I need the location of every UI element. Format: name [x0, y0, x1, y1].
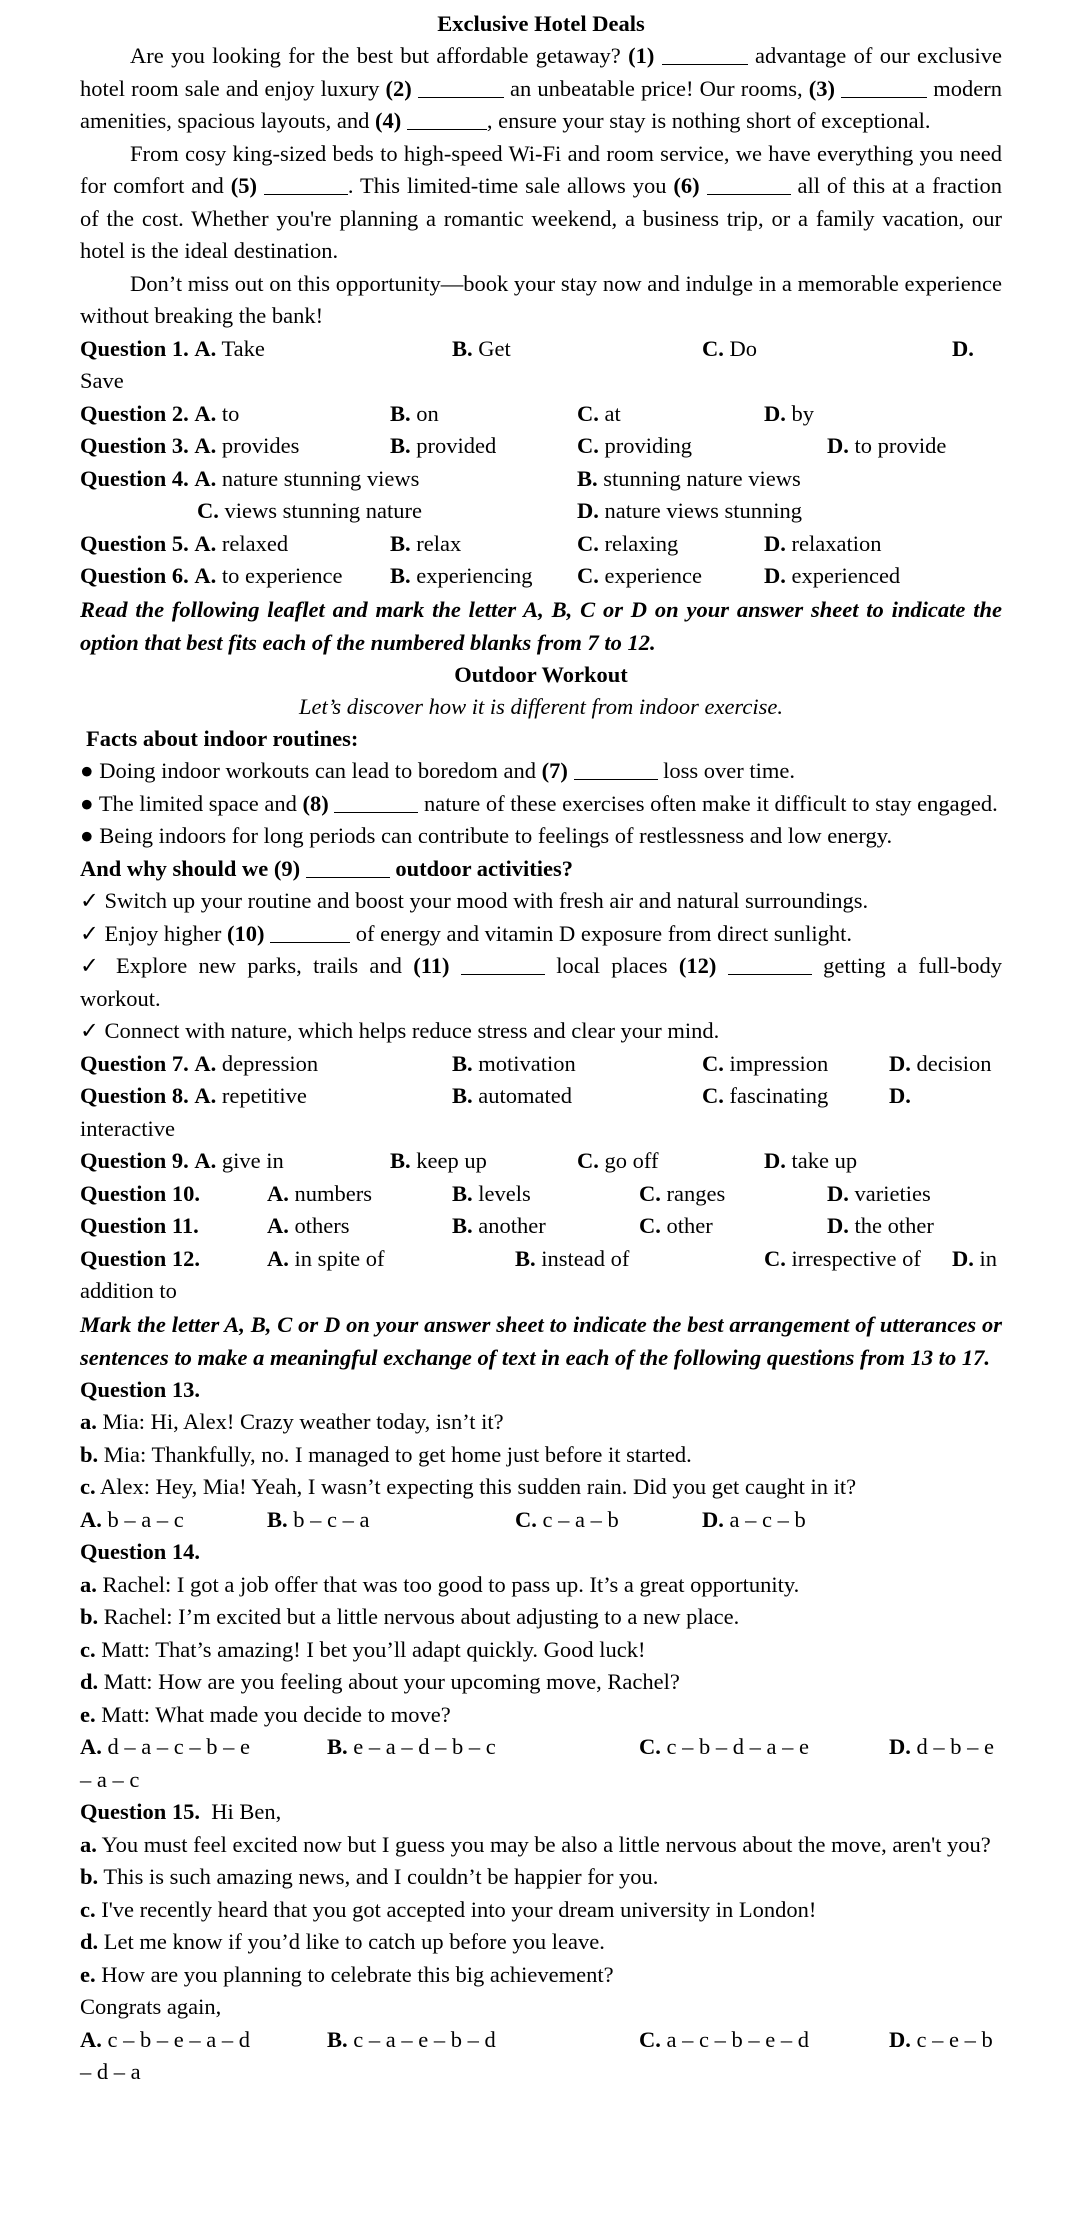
line-key: b.	[80, 1864, 99, 1889]
option-d[interactable]: the other	[854, 1213, 934, 1238]
option-letter: C.	[639, 1213, 661, 1238]
blank-line	[306, 859, 390, 878]
line-text: Mia: Thankfully, no. I managed to get home just before it started.	[103, 1441, 692, 1467]
question-label: Question 9.	[80, 1148, 189, 1173]
question-12-wrap	[80, 1275, 1002, 1308]
option-d[interactable]: d – b – e	[916, 1734, 994, 1759]
blank-line	[662, 46, 748, 65]
option-letter: D.	[577, 498, 599, 523]
passage-paragraph-2	[80, 138, 1002, 268]
q15-line-b	[80, 1861, 1002, 1894]
option-c[interactable]: c – b – d – a – e	[666, 1734, 809, 1759]
option-b[interactable]: another	[478, 1213, 546, 1238]
option-letter: B.	[452, 1213, 473, 1238]
blank-line	[334, 794, 418, 813]
text: advantage of our exclusive hotel room sale and enjoy luxury	[80, 43, 1003, 101]
blank-line	[407, 111, 487, 130]
question-13-options	[80, 1504, 1002, 1537]
line-key: a.	[80, 1571, 97, 1597]
option-b[interactable]: stunning nature views	[603, 465, 801, 491]
check-icon: ✓	[80, 888, 99, 913]
passage-title: Exclusive Hotel Deals	[437, 11, 645, 36]
text: Connect with nature, which helps reduce stress and clear your mind.	[104, 1018, 720, 1043]
question-13-label: Question 13.	[80, 1376, 201, 1402]
option-a[interactable]: repetitive	[221, 1083, 307, 1108]
option-d-continued[interactable]: – d – a	[80, 2059, 141, 2084]
option-letter: D.	[764, 1148, 786, 1173]
option-c[interactable]: Do	[729, 335, 757, 361]
option-d[interactable]: nature views stunning	[604, 498, 802, 523]
option-letter: C.	[639, 1734, 661, 1759]
option-letter: D.	[764, 563, 786, 588]
option-letter: A.	[194, 433, 217, 458]
question-label: Question 8.	[80, 1083, 189, 1108]
blank-line	[841, 79, 927, 98]
option-letter: A.	[194, 400, 217, 426]
question-4	[80, 463, 1002, 496]
blank-number: (6)	[673, 173, 700, 198]
option-letter: A.	[80, 1506, 102, 1532]
option-b[interactable]: e – a – d – b – c	[353, 1734, 496, 1759]
option-letter: C.	[702, 335, 724, 361]
option-letter: C.	[577, 400, 599, 426]
check-icon: ✓	[80, 920, 99, 946]
option-c[interactable]: views stunning nature	[224, 498, 422, 523]
option-letter: D.	[764, 400, 786, 426]
blank-number: (9)	[273, 855, 301, 881]
option-d[interactable]: Save	[80, 368, 124, 393]
option-b[interactable]: keep up	[416, 1148, 487, 1173]
blank-number: (4)	[374, 108, 402, 133]
option-letter: C.	[764, 1245, 786, 1271]
question-7	[80, 1048, 1002, 1081]
option-letter: C.	[577, 433, 599, 458]
text: local places	[544, 953, 679, 978]
option-c[interactable]: providing	[604, 433, 692, 458]
line-text: How are you planning to celebrate this big achievement?	[101, 1961, 614, 1987]
question-label: Question 5.	[80, 530, 189, 556]
blank-line	[728, 956, 812, 975]
option-letter: C.	[197, 498, 219, 523]
option-b[interactable]: experiencing	[416, 563, 533, 588]
option-c[interactable]: fascinating	[729, 1083, 829, 1108]
option-letter: B.	[390, 400, 411, 426]
bullet-icon: ●	[80, 823, 94, 848]
q15-line-c	[80, 1894, 1002, 1927]
line-key: c.	[80, 1896, 96, 1922]
text: nature of these exercises often make it difficult to stay engaged.	[418, 790, 998, 816]
option-d[interactable]: in	[979, 1245, 998, 1271]
option-letter: D.	[889, 1734, 911, 1759]
blank-number: (5)	[230, 173, 257, 198]
option-letter: B.	[390, 1148, 411, 1173]
line-key: a.	[80, 1831, 97, 1857]
option-letter: C.	[702, 1050, 724, 1076]
option-letter: B.	[452, 1083, 473, 1108]
option-letter: B.	[452, 1180, 473, 1206]
question-9	[80, 1145, 1002, 1178]
option-letter: C.	[577, 1148, 599, 1173]
blank-line	[264, 176, 348, 195]
option-letter: B.	[390, 530, 411, 556]
option-letter: D.	[952, 335, 974, 361]
bullet-icon: ●	[80, 790, 94, 816]
blank-number: (8)	[302, 790, 329, 816]
option-d[interactable]: experienced	[791, 563, 901, 588]
blank-number: (2)	[385, 75, 412, 101]
option-letter: A.	[194, 335, 217, 361]
option-letter: B.	[267, 1506, 288, 1532]
text: Switch up your routine and boost your mood with fresh air and natural surroundings.	[104, 888, 869, 913]
benefit-1	[80, 885, 1002, 918]
question-6	[80, 560, 1002, 593]
text: Explore new parks, trails and	[115, 953, 414, 978]
question-label: Question 3.	[80, 433, 189, 458]
option-d[interactable]: c – e – b	[916, 2026, 993, 2052]
q14-line-d	[80, 1666, 1002, 1699]
text: Being indoors for long periods can contribute to feelings of restlessness and low energy.	[99, 823, 893, 848]
option-letter: C.	[639, 2026, 661, 2052]
option-c[interactable]: experience	[604, 563, 702, 588]
option-letter: C.	[515, 1506, 537, 1532]
check-icon: ✓	[80, 1018, 99, 1043]
option-c[interactable]: other	[666, 1213, 713, 1238]
option-b[interactable]: automated	[478, 1083, 572, 1108]
option-letter: D.	[889, 1050, 911, 1076]
option-d[interactable]: a – c – b	[729, 1506, 806, 1532]
option-letter: D.	[764, 530, 786, 556]
option-letter: A.	[194, 1148, 217, 1173]
blank-number: (10)	[226, 920, 265, 946]
question-label: Question 11.	[80, 1213, 199, 1238]
option-letter: A.	[80, 2026, 102, 2052]
option-d[interactable]: decision	[916, 1050, 992, 1076]
option-letter: A.	[267, 1180, 289, 1206]
text: Enjoy higher	[104, 920, 227, 946]
option-b[interactable]: relax	[416, 530, 462, 556]
check-icon: ✓	[80, 953, 105, 978]
option-a[interactable]: give in	[221, 1148, 284, 1173]
option-letter: C.	[702, 1083, 724, 1108]
blank-line	[574, 761, 658, 780]
leaflet-subtitle: Let’s discover how it is different from indoor exercise.	[299, 693, 783, 719]
blank-number: (1)	[628, 43, 655, 68]
q14-line-e	[80, 1699, 1002, 1732]
q15-line-e	[80, 1959, 1002, 1992]
option-d-continued[interactable]: – a – c	[80, 1766, 140, 1792]
blank-line	[270, 924, 350, 943]
line-text: Rachel: I got a job offer that was too good to pass up. It’s a great opportunity.	[102, 1571, 800, 1597]
question-10	[80, 1178, 1002, 1211]
question-15-options	[80, 2024, 1002, 2057]
option-a[interactable]: relaxed	[221, 530, 289, 556]
option-b[interactable]: on	[416, 400, 439, 426]
option-b[interactable]: b – c – a	[293, 1506, 370, 1532]
question-12	[80, 1243, 1002, 1276]
option-c[interactable]: relaxing	[604, 530, 679, 556]
q15-line-d	[80, 1926, 1002, 1959]
line-key: b.	[80, 1604, 99, 1629]
option-letter: D.	[952, 1245, 974, 1271]
option-a[interactable]: others	[294, 1213, 350, 1238]
option-c[interactable]: impression	[729, 1050, 829, 1076]
option-letter: A.	[194, 1050, 217, 1076]
option-a[interactable]: in spite of	[294, 1245, 385, 1271]
option-letter: C.	[577, 563, 599, 588]
text: of energy and vitamin D exposure from direct sunlight.	[350, 920, 853, 946]
option-b[interactable]: provided	[416, 433, 497, 458]
question-label: Question 7.	[80, 1050, 189, 1076]
text: Are you looking for the best but affordable getaway?	[130, 43, 629, 68]
question-14-label: Question 14.	[80, 1539, 201, 1564]
q14-line-b	[80, 1601, 1002, 1634]
option-d[interactable]: interactive	[80, 1115, 175, 1141]
line-key: e.	[80, 1961, 96, 1987]
text: getting a full-body workout.	[80, 953, 1003, 1011]
text: The limited space and	[98, 790, 303, 816]
why-heading	[80, 853, 1002, 886]
question-5	[80, 528, 1002, 561]
fact-1	[80, 755, 1002, 788]
option-letter: A.	[194, 1083, 217, 1108]
option-letter: D.	[889, 2026, 911, 2052]
question-14-wrap	[80, 1764, 1002, 1797]
q13-line-a	[80, 1406, 1002, 1439]
option-letter: B.	[390, 433, 411, 458]
option-a[interactable]: b – a – c	[107, 1506, 184, 1532]
option-b[interactable]: instead of	[541, 1245, 630, 1271]
question-8	[80, 1080, 1002, 1113]
q13-line-b	[80, 1439, 1002, 1472]
option-a[interactable]: to	[221, 400, 240, 426]
line-text: Mia: Hi, Alex! Crazy weather today, isn’t it?	[102, 1409, 504, 1434]
q15-line-a	[80, 1829, 1002, 1862]
option-letter: C.	[577, 530, 599, 556]
blank-number: (12)	[678, 953, 717, 978]
option-letter: B.	[452, 1050, 473, 1076]
fact-3	[80, 820, 1002, 853]
line-key: c.	[80, 1636, 96, 1662]
question-1-wrap	[80, 365, 1002, 398]
option-b[interactable]: levels	[478, 1180, 531, 1206]
blank-line	[461, 956, 545, 975]
option-a[interactable]: depression	[221, 1050, 319, 1076]
option-a[interactable]: nature stunning views	[221, 465, 420, 491]
option-letter: B.	[515, 1245, 536, 1271]
question-label: Question 4.	[80, 465, 189, 491]
instruction-leaflet: Read the following leaflet and mark the letter A, B, C or D on your answer sheet to indicate the option that best fits each of the numbered blanks from 7 to 12.	[80, 596, 1002, 655]
question-1	[80, 333, 1002, 366]
line-key: c.	[80, 1474, 96, 1499]
line-text: Matt: What made you decide to move?	[101, 1701, 451, 1727]
option-letter: B.	[390, 563, 411, 588]
q14-line-a	[80, 1569, 1002, 1602]
question-15-wrap	[80, 2056, 1002, 2089]
fact-2	[80, 788, 1002, 821]
option-letter: A.	[80, 1734, 102, 1759]
q13-line-c	[80, 1471, 1002, 1504]
option-letter: D.	[827, 1180, 849, 1206]
line-key: e.	[80, 1701, 96, 1727]
option-d-continued[interactable]: addition to	[80, 1278, 177, 1303]
benefit-4	[80, 1015, 1002, 1048]
q14-line-c	[80, 1634, 1002, 1667]
question-11	[80, 1210, 1002, 1243]
line-key: b.	[80, 1441, 99, 1467]
text: Doing indoor workouts can lead to boredom and	[99, 758, 542, 783]
option-letter: C.	[639, 1180, 661, 1206]
question-14-options	[80, 1731, 1002, 1764]
text: an unbeatable price! Our rooms,	[503, 75, 809, 101]
bullet-icon: ●	[80, 758, 94, 783]
line-text: I've recently heard that you got accepted into your dream university in London!	[101, 1896, 817, 1922]
option-a[interactable]: to experience	[221, 563, 343, 588]
text: , ensure your stay is nothing short of exceptional.	[486, 108, 931, 133]
question-label: Question 1.	[80, 335, 189, 361]
option-d[interactable]: relaxation	[791, 530, 882, 556]
benefit-3	[80, 950, 1002, 1015]
option-d[interactable]: to provide	[854, 433, 947, 458]
text: outdoor activities?	[389, 855, 574, 881]
blank-number: (3)	[808, 75, 835, 101]
text: From cosy king-sized beds to high-speed Wi-Fi and room service, we have everything you need for comfort and	[80, 140, 1002, 198]
q15-closing: Congrats again,	[80, 1994, 222, 2019]
greeting: Hi Ben,	[211, 1799, 282, 1824]
option-letter: A.	[267, 1245, 289, 1271]
question-label: Question 6.	[80, 563, 189, 588]
option-letter: A.	[267, 1213, 289, 1238]
benefit-2	[80, 918, 1002, 951]
line-key: a.	[80, 1409, 97, 1434]
option-c[interactable]: ranges	[666, 1180, 726, 1206]
question-label: Question 15.	[80, 1799, 201, 1824]
option-letter: D.	[889, 1083, 911, 1108]
option-b[interactable]: c – a – e – b – d	[353, 2026, 496, 2052]
line-text: Rachel: I’m excited but a little nervous about adjusting to a new place.	[103, 1604, 740, 1629]
line-text: Matt: How are you feeling about your upcoming move, Rachel?	[103, 1669, 680, 1694]
option-c[interactable]: irrespective of	[791, 1245, 921, 1271]
option-letter: A.	[194, 563, 217, 588]
question-8-wrap	[80, 1113, 1002, 1146]
text: loss over time.	[657, 758, 795, 783]
blank-line	[418, 79, 504, 98]
question-2	[80, 398, 1002, 431]
option-letter: A.	[194, 465, 217, 491]
line-text: Alex: Hey, Mia! Yeah, I wasn’t expecting this sudden rain. Did you get caught in it?	[100, 1474, 857, 1499]
option-a[interactable]: d – a – c – b – e	[107, 1734, 250, 1759]
passage-paragraph-3: Don’t miss out on this opportunity—book your stay now and indulge in a memorable experience without breaking the bank!	[80, 270, 1002, 328]
instruction-arrangement: Mark the letter A, B, C or D on your answer sheet to indicate the best arrangement of utterances or sentences to make a meaningful exchange of text in each of the following questions from 13 to 17.	[80, 1311, 1002, 1370]
option-b[interactable]: Get	[478, 335, 511, 361]
option-letter: A.	[194, 530, 217, 556]
line-key: d.	[80, 1669, 99, 1694]
option-c[interactable]: at	[604, 400, 621, 426]
passage-paragraph-1	[80, 40, 1002, 138]
option-d[interactable]: take up	[791, 1148, 858, 1173]
blank-number: (7)	[541, 758, 568, 783]
option-b[interactable]: motivation	[478, 1050, 576, 1076]
option-a[interactable]: c – b – e – a – d	[107, 2026, 250, 2052]
line-text: This is such amazing news, and I couldn’t be happier for you.	[103, 1864, 659, 1889]
option-letter: D.	[827, 433, 849, 458]
text: And why should we	[80, 855, 274, 881]
option-c[interactable]: go off	[604, 1148, 659, 1173]
line-text: Matt: That’s amazing! I bet you’ll adapt quickly. Good luck!	[101, 1636, 646, 1662]
option-d[interactable]: by	[791, 400, 814, 426]
line-key: d.	[80, 1929, 99, 1954]
option-letter: D.	[827, 1213, 849, 1238]
option-a[interactable]: Take	[221, 335, 265, 361]
text: . This limited-time sale allows you	[347, 173, 674, 198]
leaflet-title: Outdoor Workout	[454, 661, 628, 687]
question-4-row-2	[80, 495, 1002, 528]
question-3	[80, 430, 1002, 463]
line-text: Let me know if you’d like to catch up before you leave.	[103, 1929, 605, 1954]
blank-number: (11)	[413, 953, 450, 978]
facts-heading: Facts about indoor routines:	[86, 725, 359, 751]
option-letter: B.	[452, 335, 473, 361]
option-c[interactable]: a – c – b – e – d	[666, 2026, 809, 2052]
option-c[interactable]: c – a – b	[542, 1506, 619, 1532]
option-letter: B.	[327, 2026, 348, 2052]
question-label: Question 2.	[80, 400, 189, 426]
option-a[interactable]: provides	[221, 433, 300, 458]
question-15-header	[80, 1796, 1002, 1829]
option-letter: B.	[327, 1734, 348, 1759]
line-text: You must feel excited now but I guess you may be also a little nervous about the move, aren't you?	[101, 1831, 991, 1857]
text: all of this at a fraction of the cost. Whether you're planning a romantic weekend, a business trip, or a family vacation, our hotel is the ideal destination.	[80, 173, 1003, 263]
question-label: Question 12.	[80, 1245, 201, 1271]
blank-line	[707, 176, 791, 195]
option-letter: B.	[577, 465, 598, 491]
question-label: Question 10.	[80, 1180, 201, 1206]
option-d[interactable]: varieties	[854, 1180, 931, 1206]
text: modern amenities, spacious layouts, and	[80, 75, 1003, 133]
option-a[interactable]: numbers	[294, 1180, 372, 1206]
option-letter: D.	[702, 1506, 724, 1532]
